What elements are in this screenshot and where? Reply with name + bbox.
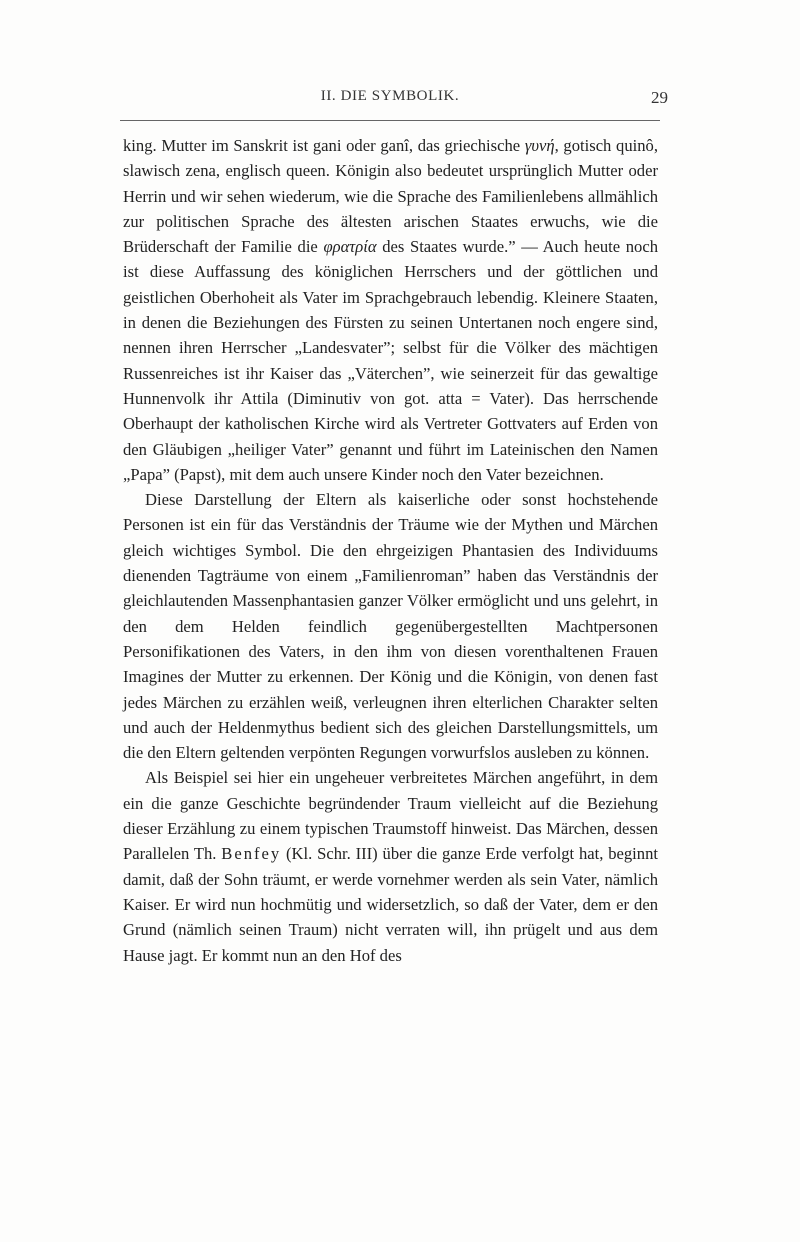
author-name-benfey: Benfey [221, 844, 282, 864]
text-segment: des Staates wurde.” — Auch heute noch ist diese Auffassung des königlichen Herrschers und der göttlichen und geistlichen Oberhoheit als Vater im Sprachgebrauch lebendig. Kleinere Staaten, in denen die Beziehungen des Fürsten zu seinen Untertanen noch engere sind, nennen ihren Herrscher „Landesvater”; selbst für die Völker des mächtigen Russenreiches ist ihr Kaiser das „Väterchen”, wie seinerzeit für das gewaltige Hunnenvolk ihr Attila (Diminutiv von got. atta = Vater). Das herrschende Oberhaupt der katholischen Kirche wird als Vertreter Gottvaters auf Erden von den Gläubigen „heiliger Vater” genannt und führt im Lateinischen den Namen „Papa” (Papst), mit dem auch unsere Kinder noch den Vater bezeichnen. [123, 237, 658, 484]
paragraph-2 [123, 487, 658, 765]
paragraph-1 [123, 133, 658, 487]
greek-word-gyne: γυνή [524, 136, 555, 155]
text-segment: king. Mutter im Sanskrit ist gani oder ganî, das griechische [123, 136, 525, 155]
text-segment: Als Beispiel sei hier ein ungeheuer verbreitetes Märchen angeführt, in dem ein die ganze Geschichte begründender Traum vielleicht auf die Beziehung dieser Erzählung zu einem typischen Traumstoff hinweist. Das Märchen, dessen Parallelen Th. [123, 768, 658, 864]
body-text [123, 133, 658, 968]
running-head [120, 88, 668, 112]
text-segment: (Kl. Schr. III) über die ganze Erde verfolgt hat, beginnt damit, daß der Sohn träumt, er werde vornehmer werden als sein Vater, nämlich Kaiser. Er wird nun hochmütig und widersetzlich, so daß der Vater, dem er den Grund (nämlich seinen Traum) nicht verraten will, ihn prügelt und aus dem Hause jagt. Er kommt nun an den Hof des [123, 844, 658, 965]
text-segment: Diese Darstellung der Eltern als kaiserliche oder sonst hochstehende Personen ist ein für das Verständnis der Träume wie der Mythen und Märchen gleich wichtiges Symbol. Die den ehrgeizigen Phantasien des Individuums dienenden Tagträume von einem „Familienroman” haben das Verständnis der gleichlautenden Massenphantasien ganzer Völker ermöglicht und uns gelehrt, in den dem Helden feindlich gegenübergestellten Machtpersonen Personifikationen des Vaters, in den ihm von diesen vorenthaltenen Frauen Imagines der Mutter zu erkennen. Der König und die Königin, von denen fast jedes Märchen zu erzählen weiß, verleugnen ihren elterlichen Charakter selten und auch der Heldenmythus bedient sich des gleichen Darstellungsmittels, um die den Eltern geltenden verpönten Regungen vorwurfslos ausleben zu können. [123, 490, 658, 763]
header-rule [120, 120, 660, 121]
paragraph-3 [123, 765, 658, 967]
page-number: 29 [651, 88, 668, 107]
text-segment: , gotisch quinô, slawisch zena, englisch queen. Königin also bedeutet ursprünglich Mutter oder Herrin und wir sehen wiederum, wie die Sprache des Familienlebens allmählich zur politischen Sprache des ältesten arischen Staates erwuchs, wie die Brüderschaft der Familie die [123, 136, 658, 257]
chapter-title: II. DIE SYMBOLIK. [320, 88, 460, 104]
greek-word-phratria: φρατρία [323, 237, 377, 257]
